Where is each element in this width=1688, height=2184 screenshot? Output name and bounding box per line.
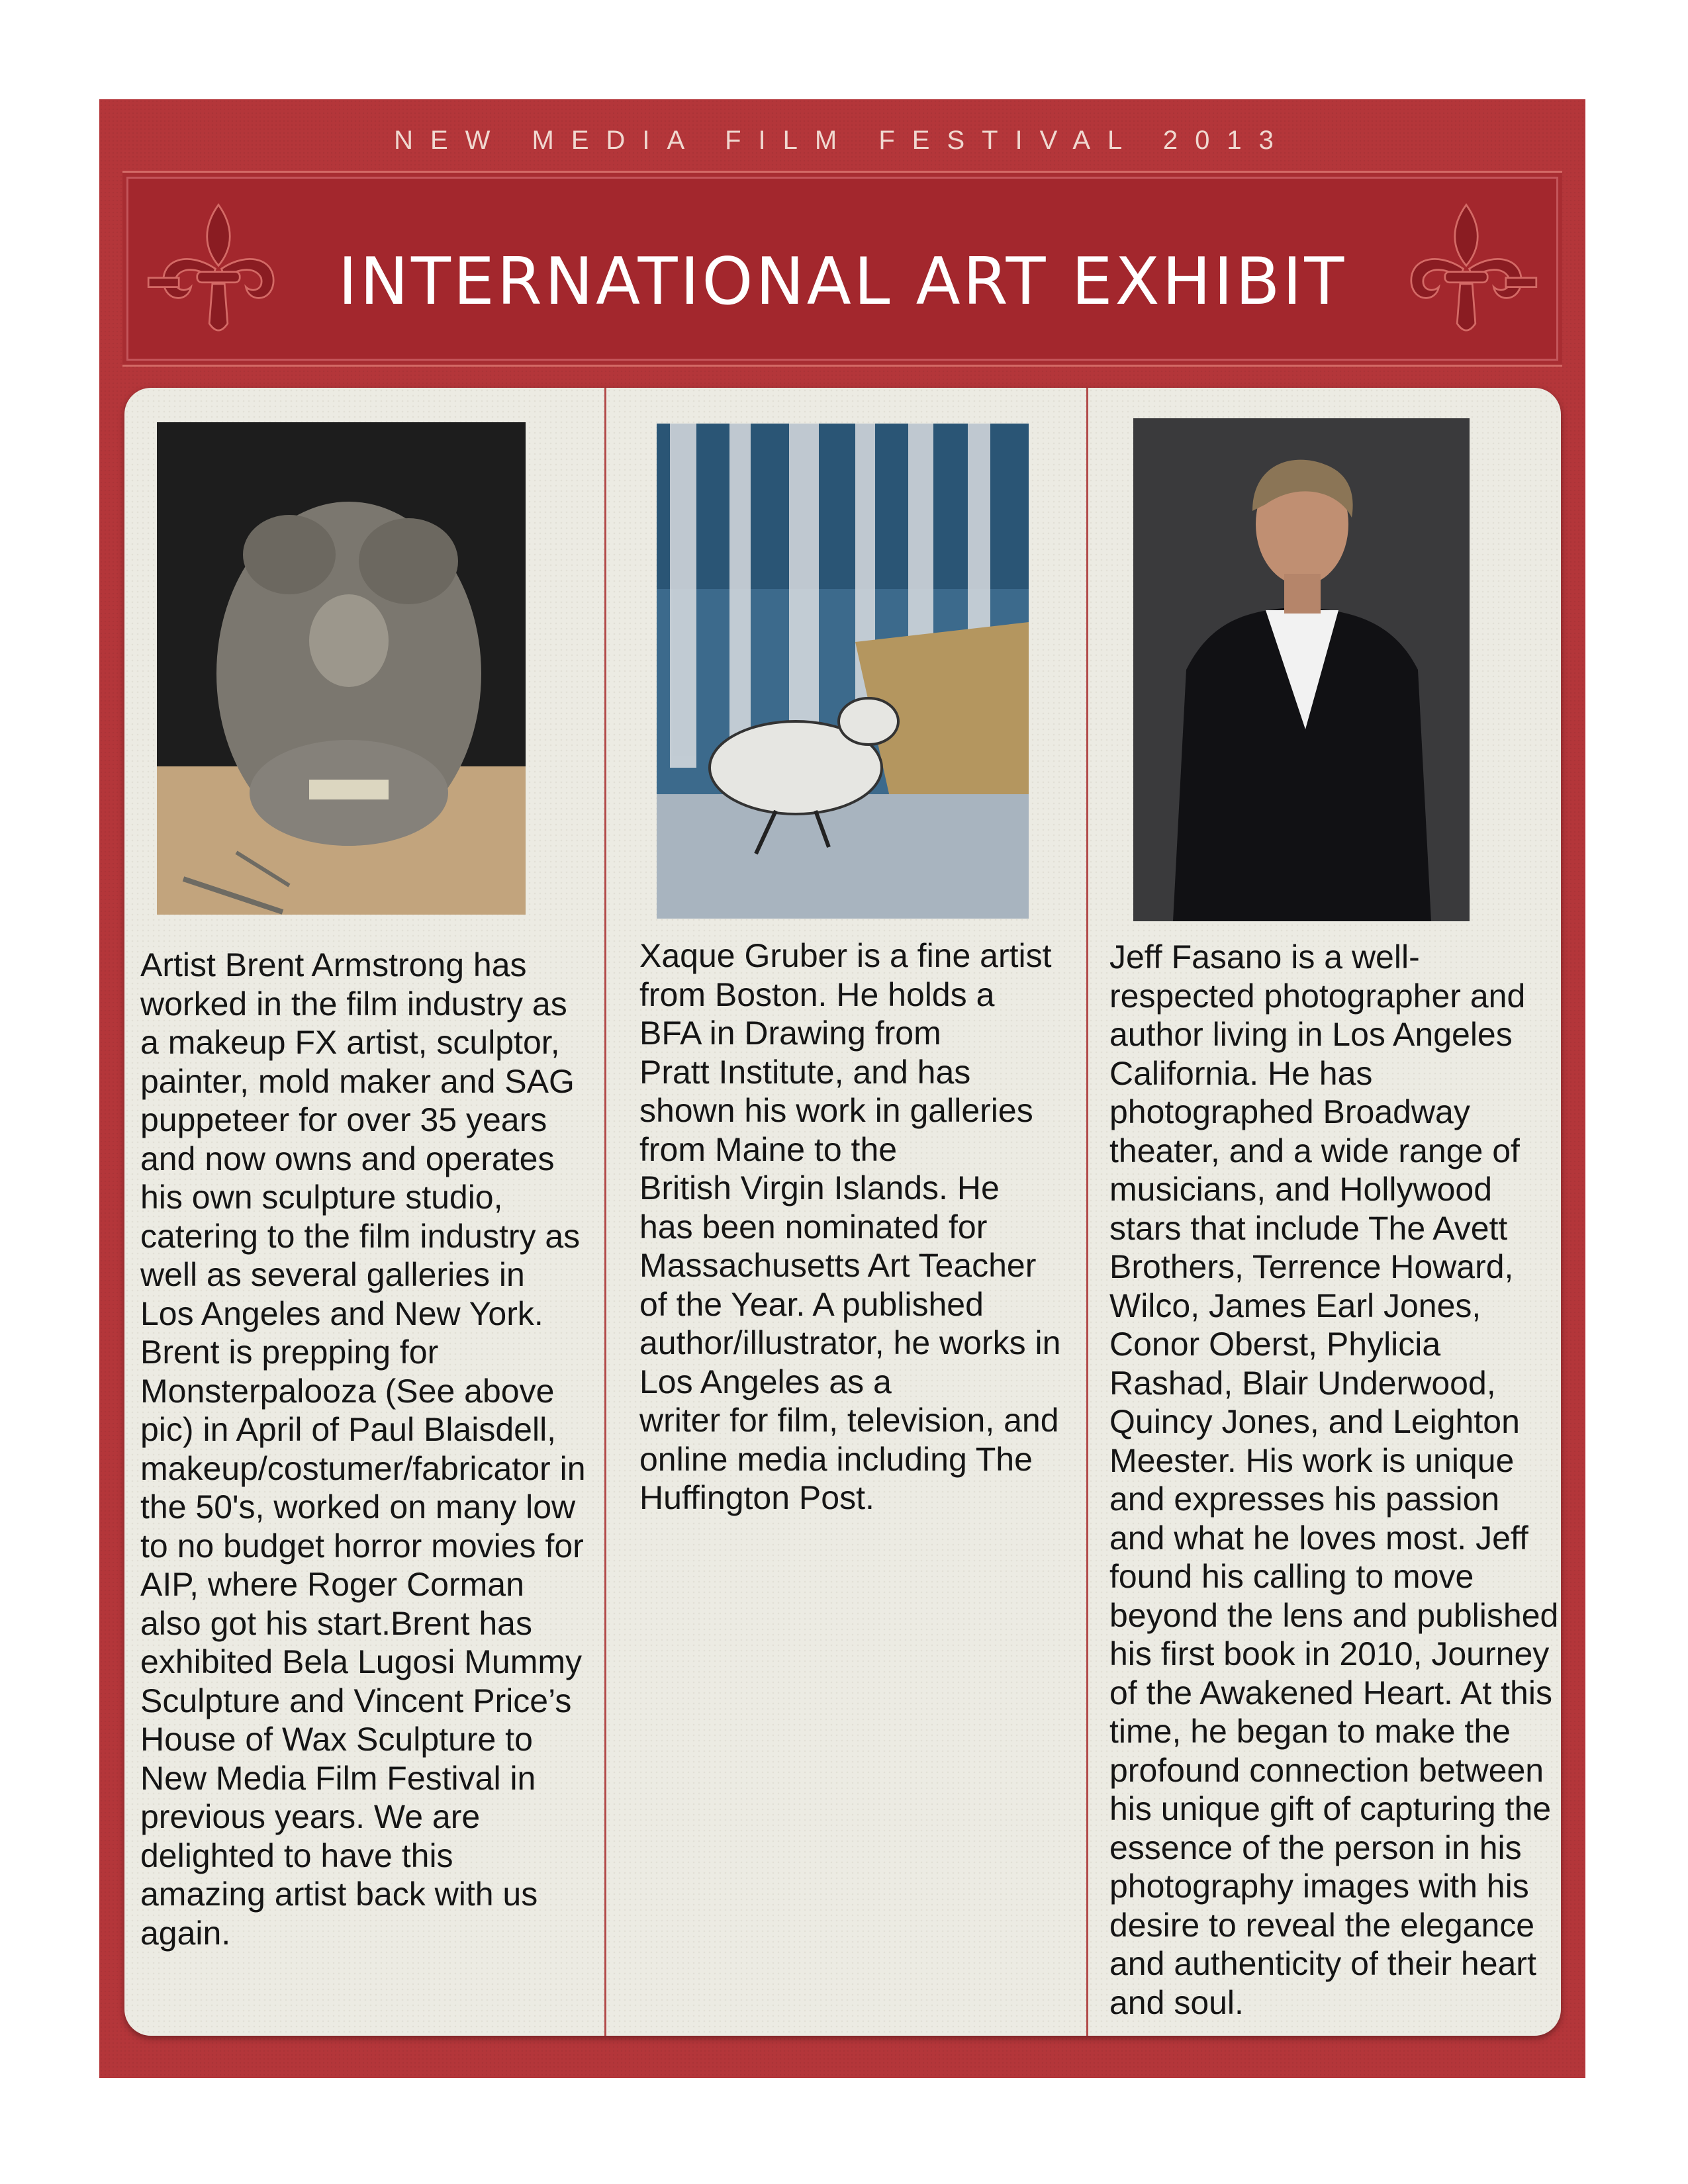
- sculpture-photo: [157, 422, 526, 915]
- column-1-text: Artist Brent Armstrong has worked in the film industry as a makeup FX artist, sculptor, painter, mold maker and SAG puppeteer for over 35 years and now owns and operates his own sculpture studio, catering to the film industry as well as several galleries in Los Angeles and New York. Brent is prepping for Monsterpalooza (See above pic) in April of Paul Blaisdell, makeup/costumer/fabricator in the 50's, worked on many low to no budget horror movies for AIP, where Roger Corman also got his start.Brent has exhibited Bela Lugosi Mummy Sculpture and Vincent Price’s House of Wax Sculpture to New Media Film Festival in previous years. We are delighted to have this amazing artist back with us again.: [140, 946, 586, 1952]
- page-title: INTERNATIONAL ART EXHIBIT: [338, 244, 1347, 320]
- forest-bird-artwork: [657, 424, 1029, 919]
- festival-name: NEW MEDIA FILM FESTIVAL 2013: [394, 126, 1291, 155]
- portrait-photo: [1133, 418, 1470, 921]
- column-divider: [1086, 388, 1088, 2036]
- column-3-text: Jeff Fasano is a well- respected photographer and author living in Los Angeles California. He has photographed Broadway theater, and a wide range of musicians, and Hollywood stars that include The Avett Brothers, Terrence Howard, Wilco, James Earl Jones, Conor Oberst, Phylicia Rashad, Blair Underwood, Quincy Jones, and Leighton Meester. His work is unique and expresses his passion and what he loves most. Jeff found his calling to move beyond the lens and published his first book in 2010, Journey of the Awakened Heart. At this time, he began to make the profound connection between his unique gift of capturing the essence of the person in his photography images with his desire to reveal the elegance and authenticity of their heart and soul.: [1109, 938, 1559, 2021]
- column-2-text: Xaque Gruber is a fine artist from Boston. He holds a BFA in Drawing from Pratt Institute, and has shown his work in galleries from Maine to the British Virgin Islands. He has been nominated for Massachusetts Art Teacher of the Year. A published author/illustrator, he works in Los Angeles as a writer for film, television, and online media including The Huffington Post.: [639, 937, 1061, 1516]
- column-divider: [604, 388, 606, 2036]
- title-banner: [122, 171, 1562, 367]
- fleur-de-lis-icon: [1390, 193, 1542, 345]
